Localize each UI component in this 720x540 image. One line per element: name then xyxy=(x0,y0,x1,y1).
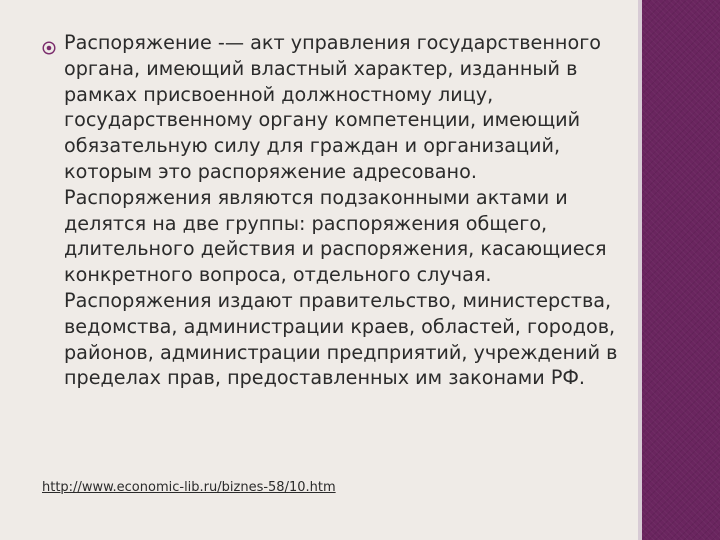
circled-dot-bullet-icon xyxy=(42,40,56,54)
source-link[interactable]: http://www.economic-lib.ru/biznes-58/10.htm xyxy=(42,480,336,495)
slide-body-text: Распоряжение -— акт управления государственного органа, имеющий властный характер, изданный в рамках присвоенной должностному лицу, государственному органу компетенции, имеющий обязательную силу для граждан и организаций, которым это распоряжение адресовано. Распоряжения являются подзаконными актами и делятся на две группы: распоряжения общего, длительного действия и распоряжения, касающиеся конкретного вопроса, отдельного случая. Распоряжения издают правительство, министерства, ведомства, администрации краев, областей, городов, районов, администрации предприятий, учреждений в пределах прав, предоставленных им законами РФ. xyxy=(64,31,618,390)
right-accent-band xyxy=(642,0,720,540)
